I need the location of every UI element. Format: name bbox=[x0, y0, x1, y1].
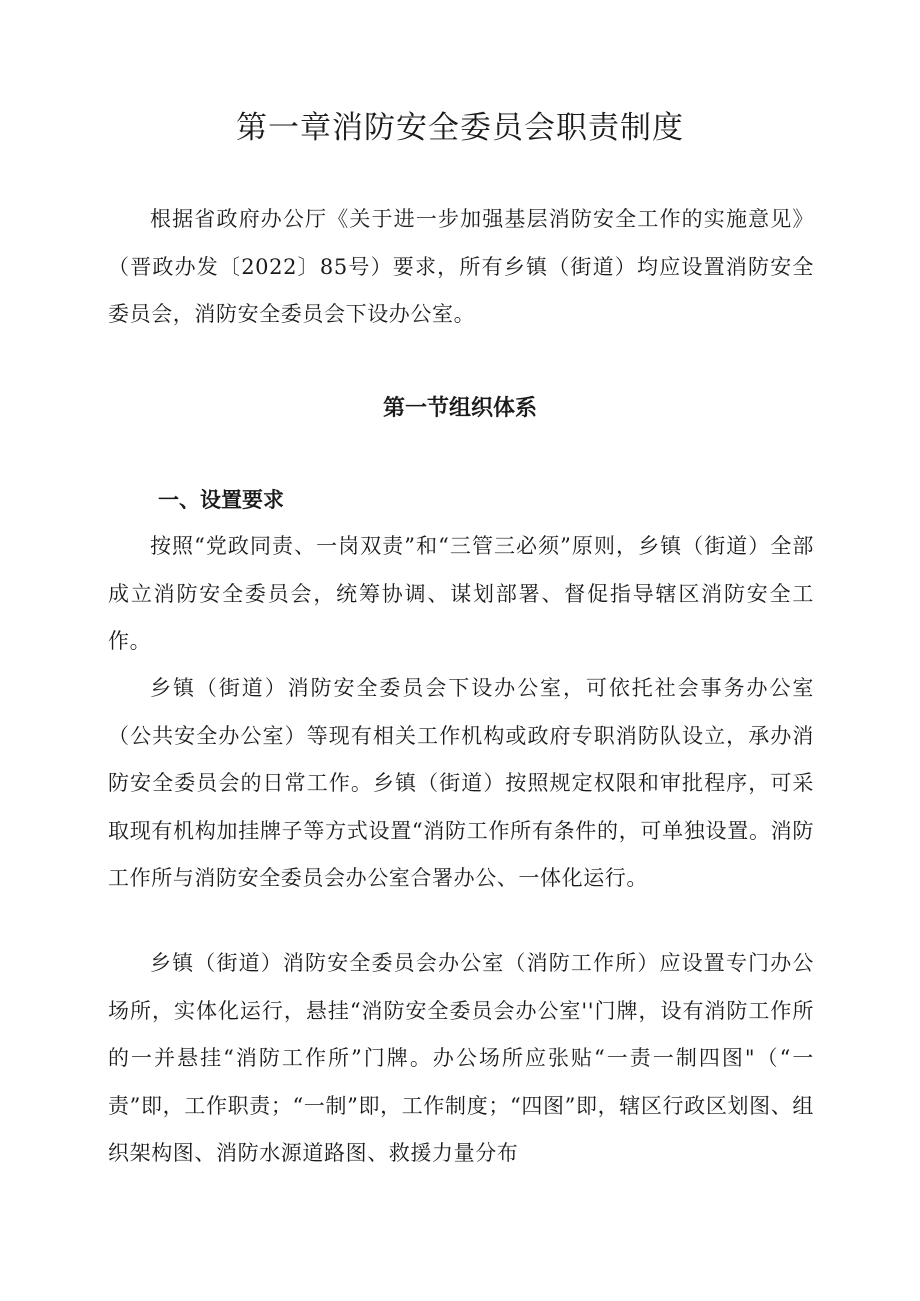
subheading: 一、设置要求 bbox=[158, 488, 284, 512]
body-paragraph-2: 乡镇（街道）消防安全委员会下设办公室，可依托社会事务办公室（公共安全办公室）等现有相关工作机构或政府专职消防队设立，承办消防安全委员会的日常工作。乡镇（街道）按照规定权限和审批程序，可采取现有机构加挂牌子等方式设置“消防工作所有条件的，可单独设置。消防工作所与消防安全委员会办公室合署办公、一体化运行。 bbox=[108, 676, 814, 890]
section-title: 第一节组织体系 bbox=[382, 396, 537, 421]
chapter-title: 第一章消防安全委员会职责制度 bbox=[236, 110, 684, 146]
body-paragraph-1: 按照“党政同责、一岗双责”和“三管三必须”原则，乡镇（街道）全部成立消防安全委员会，统筹协调、谋划部署、督促指导辖区消防安全工作。 bbox=[108, 534, 814, 653]
body-paragraph-3: 乡镇（街道）消防安全委员会办公室（消防工作所）应设置专门办公场所，实体化运行，悬挂“消防安全委员会办公室''门牌，设有消防工作所的一并悬挂“消防工作所”门牌。办公场所应张贴“一责一制四图"（“一责”即，工作职责；“一制”即，工作制度；“四图”即，辖区行政区划图、组织架构图、消防水源道路图、救援力量分布 bbox=[108, 951, 814, 1165]
intro-paragraph: 根据省政府办公厅《关于进一步加强基层消防安全工作的实施意见》（晋政办发〔2022〕85号）要求，所有乡镇（街道）均应设置消防安全委员会，消防安全委员会下设办公室。 bbox=[108, 207, 814, 326]
